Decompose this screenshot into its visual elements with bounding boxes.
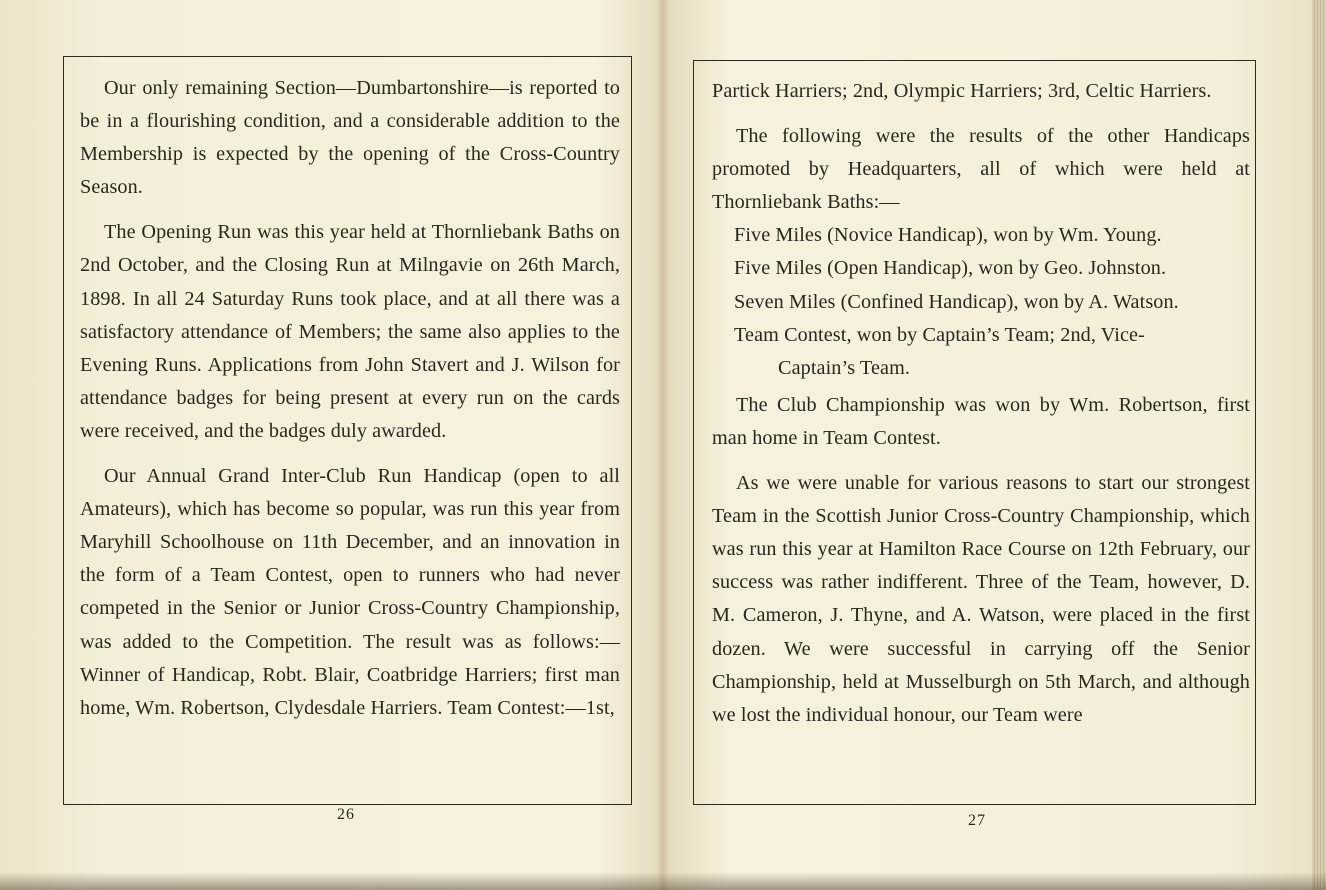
page-number: 27 [968,812,986,829]
result-item: Seven Miles (Confined Handicap), won by A. Watson. [734,290,1179,313]
result-item-continuation: Captain’s Team. [778,356,911,379]
left-page [0,0,660,890]
result-item: Five Miles (Novice Handicap), won by Wm. Young. [734,224,1162,247]
paragraph: The Club Championship was won by Wm. Robertson, first man home in Team Contest. [712,393,1250,449]
right-page-text [712,75,1250,732]
paragraph: The following were the results of the other Handicaps promoted by Headquarters, all of which were held at Thornliebank Baths:— [712,125,1250,214]
page-edges [1312,0,1326,890]
left-page-text [80,72,620,725]
right-page [663,0,1326,890]
paragraph: The Opening Run was this year held at Thornliebank Baths on 2nd October, and the Closing Run at Milngavie on 26th March, 1898. In all 24 Saturday Runs took place, and at all there was a satisfactory attendance of Members; the same also applies to the Evening Runs. Applications from John Stavert and J. Wilson for attendance badges for being present at every run on the cards were received, and the badges duly awarded. [80,221,620,442]
result-item: Five Miles (Open Handicap), won by Geo. Johnston. [734,257,1167,280]
page-number: 26 [337,806,355,823]
result-item [712,319,1250,385]
paragraph: Our only remaining Section—Dumbartonshire—is reported to be in a flourishing condition, and a considerable addition to the Membership is expected by the opening of the Cross-Country Season. [80,77,620,199]
paragraph: Our Annual Grand Inter-Club Run Handicap (open to all Amateurs), which has become so popular, was run this year from Maryhill Schoolhouse on 11th December, and an innovation in the form of a Team Contest, open to runners who had never competed in the Senior or Junior Cross-Country Championship, was added to the Competition. The result was as follows:—Winner of Handicap, Robt. Blair, Coatbridge Harriers; first man home, Wm. Robertson, Clydesdale Harriers. Team Contest:—1st, [80,465,620,719]
result-item-line: Team Contest, won by Captain’s Team; 2nd, Vice- [734,323,1145,346]
paragraph: As we were unable for various reasons to start our strongest Team in the Scottish Junior Cross-Country Championship, which was run this year at Hamilton Race Course on 12th February, our success was rather indifferent. Three of the Team, however, D. M. Cameron, J. Thyne, and A. Watson, were placed in the first dozen. We were successful in carrying off the Senior Championship, held at Musselburgh on 5th March, and although we lost the individual honour, our Team were [712,472,1250,726]
book-bottom-shadow [0,872,1326,890]
continuation-text: Partick Harriers; 2nd, Olympic Harriers; 3rd, Celtic Harriers. [712,80,1212,102]
